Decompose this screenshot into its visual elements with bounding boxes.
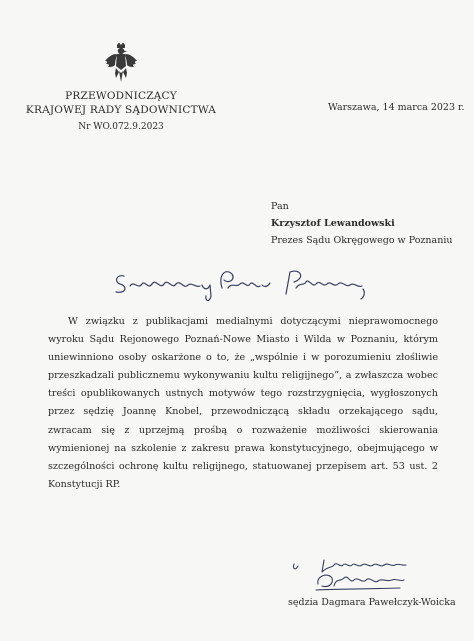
reference-number: Nr WO.072.9.2023 <box>78 122 164 132</box>
recipient-position: Prezes Sądu Okręgowego w Poznaniu <box>271 235 453 246</box>
letterhead-title: PRZEWODNICZĄCY <box>65 90 177 102</box>
recipient-salutation: Pan <box>271 201 289 212</box>
handwritten-salutation <box>110 266 380 306</box>
recipient-name: Krzysztof Lewandowski <box>271 218 395 229</box>
letterhead-institution: KRAJOWEJ RADY SĄDOWNICTWA <box>25 104 217 116</box>
polish-eagle-emblem-icon <box>104 42 138 84</box>
letter-body-paragraph: W związku z publikacjami medialnymi dotyczącymi nieprawomocnego wyroku Sądu Rejonowego Poznań-Nowe Miasto i Wilda w Poznaniu, którym uniewinniono osoby oskarżone o to, że „wspólnie i w porozumieniu złośliwie przeszkadzali publicznemu wykonywaniu kultu religijnego”, a zwłaszcza wobec treści opublikowanych ustnych motywów tego rozstrzygnięcia, wygłoszonych przez sędzię Joannę Knobel, przewodniczącą składu orzekającego sądu, zwracam się z uprzejmą prośbą o rozważenie możliwości skierowania wymienionej na szkolenie z zakresu prawa konstytucyjnego, obejmującego w szczególności ochronę kultu religijnego, statuowanej przepisem art. 53 ust. 2 Konstytucji RP. <box>48 316 438 490</box>
signer-name: sędzia Dagmara Pawełczyk-Woicka <box>288 597 456 608</box>
date-line: Warszawa, 14 marca 2023 r. <box>328 102 465 113</box>
